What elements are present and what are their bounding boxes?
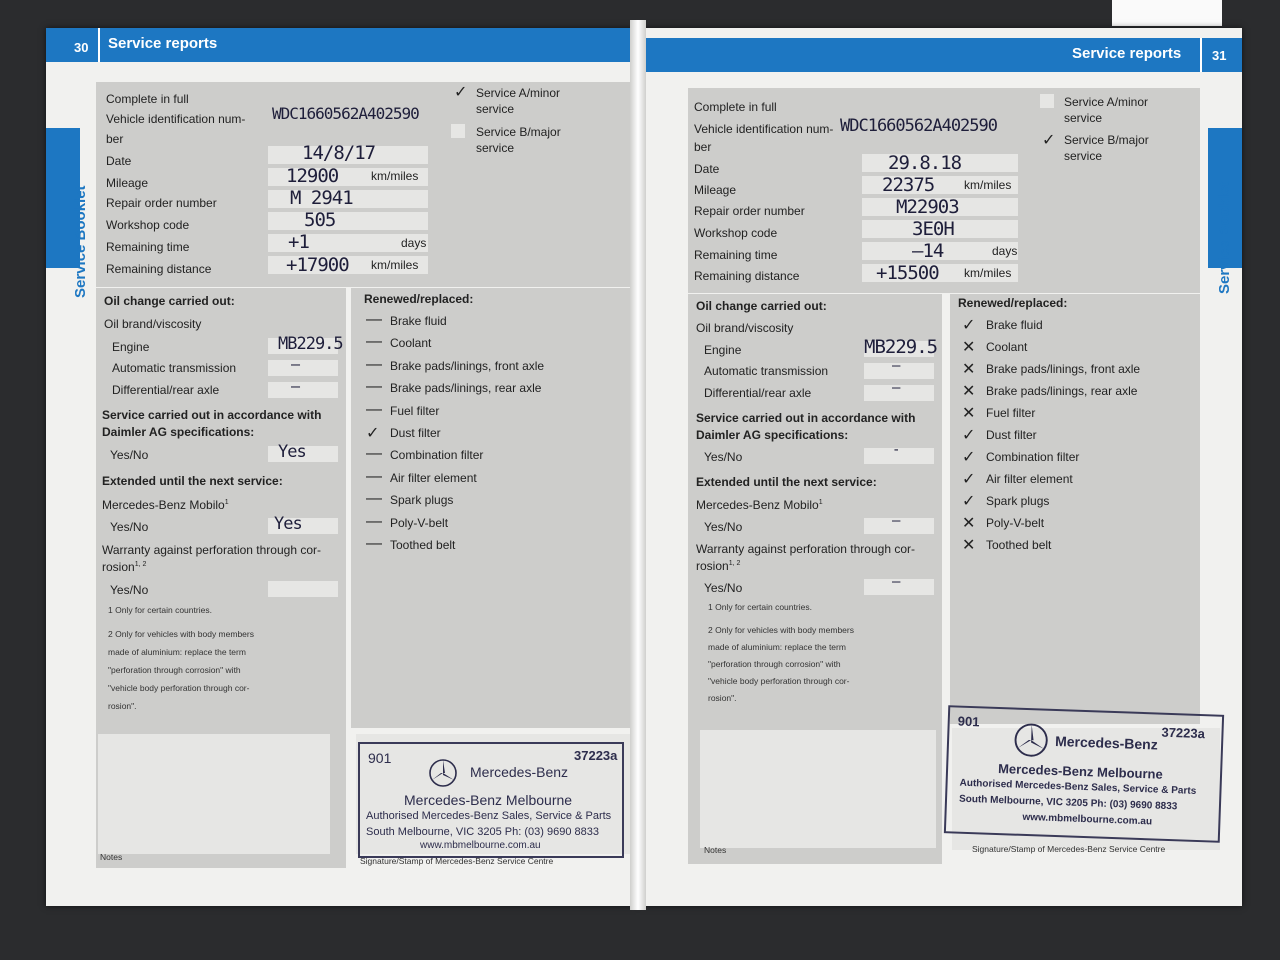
time-unit: days: [992, 244, 1018, 258]
mobilo-label: [102, 498, 229, 512]
mileage-label: Mileage: [106, 176, 149, 190]
renewed-item-label: Air filter element: [986, 472, 1073, 486]
warranty-yesno: Yes/No: [704, 581, 743, 595]
mileage-label: Mileage: [694, 183, 737, 197]
renewed-mark: ✓: [962, 449, 976, 466]
mobilo-sup: 1: [224, 499, 229, 506]
vin-value: WDC1660562A402590: [272, 104, 419, 123]
daimler-title-2: Daimler AG specifications:: [102, 425, 255, 439]
renewed-item-label: Fuel filter: [986, 406, 1036, 420]
footnote-1: 1 Only for certain countries.: [108, 605, 212, 615]
remaining-distance-label: Remaining distance: [106, 262, 212, 276]
right-page-number: 31: [1212, 48, 1227, 63]
renewed-mark: ✕: [962, 383, 976, 400]
warranty-label-2: [102, 560, 146, 574]
notes-area: [98, 734, 330, 854]
dealer-stamp: [944, 705, 1224, 843]
left-renewed-panel: [351, 288, 636, 728]
engine-value: MB229.5: [278, 334, 343, 354]
mobilo-text: Mercedes-Benz Mobilo: [102, 498, 225, 512]
engine-label: Engine: [112, 340, 150, 354]
renewed-mark: ✓: [366, 425, 380, 442]
remaining-distance-label: Remaining distance: [694, 269, 800, 283]
daimler-value: -: [892, 442, 900, 458]
warranty-text: rosion: [696, 559, 729, 573]
diff-label: Differential/rear axle: [704, 386, 812, 400]
renewed-item-label: Brake pads/linings, rear axle: [986, 384, 1138, 398]
distance-unit: km/miles: [964, 266, 1012, 280]
stamp-line-1: Authorised Mercedes-Benz Sales, Service & Parts: [366, 810, 612, 822]
remaining-time-value: +1: [288, 231, 309, 253]
stamp-brand: Mercedes-Benz: [470, 764, 569, 780]
remaining-time-label: Remaining time: [694, 248, 778, 262]
renewed-mark: —: [366, 400, 382, 418]
right-page-title: Service reports: [1072, 45, 1182, 62]
left-side-label: Service Booklet: [72, 185, 89, 298]
notes-area: [700, 730, 936, 848]
stamp-number: 901: [957, 713, 980, 730]
mileage-unit: km/miles: [371, 169, 419, 183]
footnote-3: made of aluminium: replace the term: [108, 647, 246, 657]
engine-value: MB229.5: [864, 336, 938, 358]
footnote-5: "vehicle body perforation through cor-: [708, 676, 850, 686]
mobilo-label: [696, 498, 823, 512]
date-label: Date: [106, 154, 132, 168]
renewed-item-label: Toothed belt: [390, 538, 456, 552]
daimler-yesno: Yes/No: [110, 448, 149, 462]
renewed-mark: ✕: [962, 515, 976, 532]
right-side-label: Service Booklet: [1216, 181, 1233, 294]
renewed-item-label: Brake fluid: [390, 314, 447, 328]
auto-trans-label: Automatic transmission: [112, 361, 237, 375]
footnote-2: 2 Only for vehicles with body members: [108, 629, 254, 639]
date-label: Date: [694, 162, 720, 176]
diff-value: —: [892, 380, 900, 396]
renewed-mark: ✓: [962, 471, 976, 488]
renewed-item-label: Air filter element: [390, 470, 477, 485]
renewed-item-label: Combination filter: [390, 448, 484, 463]
mobilo-yesno: Yes/No: [110, 520, 149, 534]
left-page: [46, 28, 636, 906]
vin-label: Vehicle identification num-: [694, 122, 834, 136]
complete-label: Complete in full: [694, 100, 777, 114]
oil-change-title: Oil change carried out:: [104, 294, 235, 308]
service-b-label: Service B/major: [476, 125, 561, 139]
distance-unit: km/miles: [371, 258, 419, 272]
time-unit: days: [401, 236, 427, 250]
warranty-sup: 1, 2: [728, 560, 741, 567]
workshop-label: Workshop code: [694, 226, 778, 240]
renewed-item-label: Coolant: [986, 340, 1028, 354]
oil-change-title: Oil change carried out:: [696, 299, 827, 313]
renewed-item-label: Coolant: [390, 336, 432, 351]
renewed-item-label: Dust filter: [390, 426, 441, 440]
stamp-line-2: South Melbourne, VIC 3205 Ph: (03) 9690 8833: [958, 793, 1178, 813]
renewed-mark: —: [366, 445, 382, 463]
mileage-unit: km/miles: [964, 178, 1012, 192]
stamp-line-1: Authorised Mercedes-Benz Sales, Service & Parts: [959, 777, 1197, 797]
signature-label: Signature/Stamp of Mercedes-Benz Service Centre: [360, 856, 554, 866]
repair-label: Repair order number: [106, 196, 217, 210]
engine-label: Engine: [704, 343, 742, 357]
mobilo-text: Mercedes-Benz Mobilo: [696, 498, 819, 512]
barcode-tag: [1112, 0, 1222, 26]
booklet-spine: [630, 20, 646, 910]
daimler-title-2: Daimler AG specifications:: [696, 428, 849, 442]
mileage-value: 12900: [286, 165, 339, 187]
mobilo-sup: 1: [818, 499, 823, 506]
warranty-label-2: [696, 559, 740, 573]
complete-label: Complete in full: [106, 92, 189, 106]
stamp-code: 37223a: [574, 748, 618, 763]
renewed-item-label: Combination filter: [986, 450, 1080, 464]
footnote-3: made of aluminium: replace the term: [708, 642, 846, 652]
workshop-value: 3E0H: [912, 218, 954, 240]
renewed-title: Renewed/replaced:: [958, 296, 1068, 310]
diff-label: Differential/rear axle: [112, 383, 220, 397]
remaining-distance-value: +15500: [876, 262, 939, 284]
header-divider: [1200, 38, 1202, 72]
stamp-line-3: www.mbmelbourne.com.au: [420, 840, 541, 851]
renewed-item-label: Brake fluid: [986, 318, 1043, 332]
header-divider: [98, 28, 100, 62]
right-renewed-panel: [950, 294, 1200, 724]
footnote-1: 1 Only for certain countries.: [708, 602, 812, 612]
repair-value: M22903: [896, 196, 959, 218]
warranty-label: Warranty against perforation through cor-: [102, 543, 321, 557]
left-page-number: 30: [74, 40, 89, 55]
stamp-dealer: Mercedes-Benz Melbourne: [404, 792, 573, 808]
renewed-mark: ✕: [962, 339, 976, 356]
stamp-code: 37223a: [1161, 724, 1206, 742]
auto-trans-label: Automatic transmission: [704, 364, 829, 378]
notes-label: Notes: [100, 852, 123, 862]
warranty-sup: 1, 2: [134, 561, 147, 568]
renewed-mark: —: [366, 467, 382, 485]
mileage-value: 22375: [882, 174, 935, 196]
renewed-item-label: Brake pads/linings, front axle: [390, 358, 545, 373]
oil-brand-label: Oil brand/viscosity: [696, 321, 794, 335]
service-b-checkbox: [451, 124, 465, 138]
left-page-title: Service reports: [108, 35, 218, 52]
mercedes-star-icon: [428, 758, 458, 788]
renewed-mark: ✓: [962, 317, 976, 334]
service-b-label: Service B/major: [1064, 133, 1149, 147]
service-b-label-2: service: [1064, 149, 1103, 163]
repair-label: Repair order number: [694, 204, 805, 218]
date-value: 29.8.18: [888, 152, 962, 174]
mobilo-yesno: Yes/No: [704, 520, 743, 534]
renewed-mark: —: [366, 333, 382, 351]
auto-trans-value: —: [291, 355, 300, 373]
oil-brand-label: Oil brand/viscosity: [104, 317, 202, 331]
footnote-5: "vehicle body perforation through cor-: [108, 683, 250, 693]
workshop-label: Workshop code: [106, 218, 190, 232]
diff-field: [268, 382, 338, 398]
renewed-mark: —: [366, 490, 382, 508]
renewed-mark: ✕: [962, 537, 976, 554]
footnote-2: 2 Only for vehicles with body members: [708, 625, 854, 635]
service-a-label-2: service: [476, 102, 515, 116]
service-b-label-2: service: [476, 141, 515, 155]
renewed-item-label: Poly-V-belt: [390, 515, 449, 530]
service-b-checkmark: ✓: [1042, 132, 1056, 149]
stamp-number: 901: [368, 750, 392, 766]
renewed-mark: —: [366, 535, 382, 552]
daimler-value: Yes: [278, 442, 306, 462]
dealer-stamp: [358, 742, 624, 858]
workshop-field: [268, 212, 428, 230]
service-a-label: Service A/minor: [476, 86, 561, 100]
remaining-time-value: —14: [912, 240, 944, 262]
stamp-brand: Mercedes-Benz: [1054, 732, 1159, 753]
right-header-bar: [640, 38, 1242, 72]
mercedes-star-icon: [1013, 722, 1050, 759]
remaining-distance-value: +17900: [286, 254, 349, 276]
mobilo-value: —: [892, 513, 900, 529]
vin-label-2: ber: [694, 140, 712, 154]
vin-label-2: ber: [106, 132, 124, 146]
warranty-label: Warranty against perforation through cor-: [696, 542, 915, 556]
renewed-item-label: Brake pads/linings, front axle: [986, 362, 1141, 376]
right-page: [640, 28, 1242, 906]
signature-label: Signature/Stamp of Mercedes-Benz Service Centre: [972, 844, 1166, 854]
workshop-value: 505: [304, 209, 336, 231]
warranty-text: rosion: [102, 560, 135, 574]
footnote-4: "perforation through corrosion" with: [108, 665, 241, 675]
remaining-time-label: Remaining time: [106, 240, 190, 254]
repair-value: M 2941: [290, 187, 353, 209]
renewed-mark: —: [366, 378, 382, 396]
renewed-item-label: Spark plugs: [986, 494, 1050, 508]
date-value: 14/8/17: [302, 142, 376, 164]
footnote-4: "perforation through corrosion" with: [708, 659, 841, 669]
daimler-title: Service carried out in accordance with: [102, 408, 322, 422]
service-a-label-2: service: [1064, 111, 1103, 125]
renewed-mark: —: [366, 355, 382, 373]
footnote-6: rosion".: [708, 693, 737, 703]
diff-value: —: [291, 377, 300, 395]
extended-title: Extended until the next service:: [696, 475, 877, 489]
renewed-item-label: Spark plugs: [390, 493, 454, 508]
renewed-item-label: Fuel filter: [390, 403, 440, 418]
vin-label: Vehicle identification num-: [106, 112, 246, 126]
footnote-6: rosion".: [108, 701, 137, 711]
daimler-title: Service carried out in accordance with: [696, 411, 916, 425]
stamp-line-2: South Melbourne, VIC 3205 Ph: (03) 9690 8833: [366, 826, 599, 838]
daimler-yesno: Yes/No: [704, 450, 743, 464]
service-a-checkmark: ✓: [454, 84, 468, 101]
warranty-field: [268, 581, 338, 597]
warranty-value: —: [892, 574, 900, 590]
extended-title: Extended until the next service:: [102, 474, 283, 488]
service-a-checkbox: [1040, 94, 1054, 108]
warranty-yesno: Yes/No: [110, 583, 149, 597]
renewed-mark: ✓: [962, 493, 976, 510]
stamp-dealer: Mercedes-Benz Melbourne: [997, 761, 1164, 782]
renewed-item-label: Poly-V-belt: [986, 516, 1045, 530]
renewed-item-label: Brake pads/linings, rear axle: [390, 381, 542, 396]
service-a-label: Service A/minor: [1064, 95, 1149, 109]
renewed-item-label: Dust filter: [986, 428, 1037, 442]
renewed-mark: ✕: [962, 361, 976, 378]
left-header-bar: [46, 28, 636, 62]
renewed-item-label: Toothed belt: [986, 538, 1052, 552]
auto-trans-value: —: [892, 358, 900, 374]
auto-trans-field: [268, 360, 338, 376]
renewed-mark: —: [366, 311, 382, 328]
stamp-line-3: www.mbmelbourne.com.au: [1022, 811, 1153, 828]
renewed-mark: ✓: [962, 427, 976, 444]
renewed-mark: ✕: [962, 405, 976, 422]
renewed-mark: —: [366, 512, 382, 530]
mobilo-value: Yes: [274, 514, 302, 534]
renewed-title: Renewed/replaced:: [364, 292, 474, 306]
vin-value: WDC1660562A402590: [840, 116, 997, 136]
notes-label: Notes: [704, 845, 727, 855]
